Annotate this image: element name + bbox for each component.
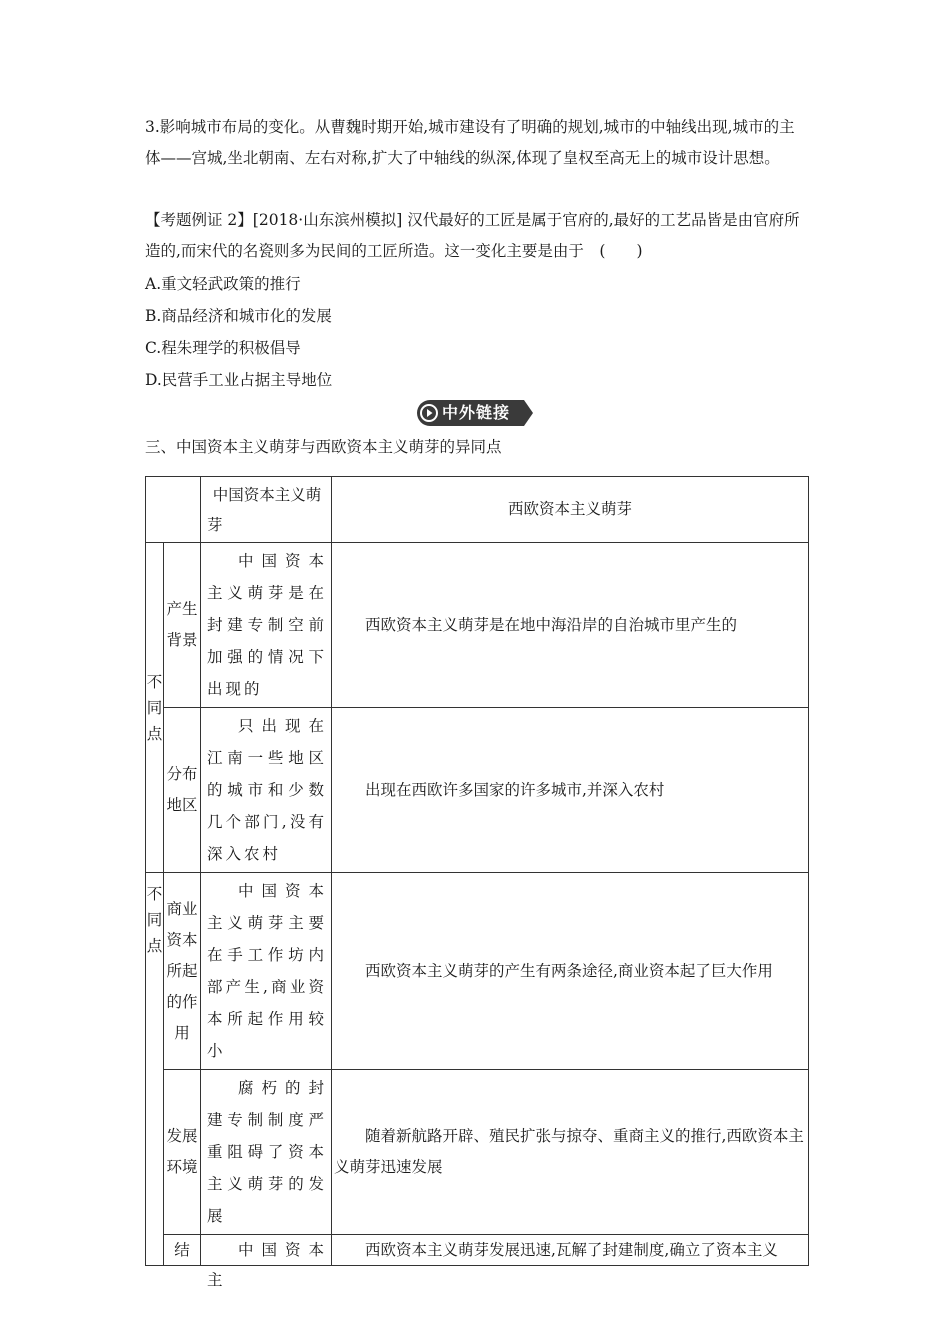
header-cn-cell [201,477,332,543]
table-row [146,873,809,1070]
aspect-label: 商业资本所起的作用 [166,899,198,1042]
aspect-label: 发展环境 [166,1127,198,1176]
eu-cell [332,1070,809,1235]
option-c: C.程朱理学的积极倡导 [145,339,301,357]
cn-text: 只出现在江南一些地区的城市和少数几个部门,没有深入农村 [207,717,327,863]
badge-label: 中外链接 [442,403,511,422]
eu-cell [332,543,809,708]
header-eu: 西欧资本主义萌芽 [507,500,632,518]
aspect-cell [164,543,201,708]
eu-text: 西欧资本主义萌芽发展迅速,瓦解了封建制度,确立了资本主义 [365,1241,778,1259]
cn-text: 中国资本主 [207,1241,327,1289]
eu-text: 出现在西欧许多国家的许多城市,并深入农村 [365,780,665,799]
aspect-label: 结 [174,1241,190,1259]
example-tag: 【考题例证 2】 [145,211,253,229]
aspect-cell [164,1070,201,1235]
example-question [145,205,810,267]
table-row [146,708,809,873]
aspect-cell [164,1235,201,1266]
section-badge [416,399,534,427]
cn-text: 中国资本主义萌芽是在封建专制空前加强的情况下出现的 [207,552,327,698]
cn-cell [201,1070,332,1235]
option-d: D.民营手工业占据主导地位 [145,371,333,389]
header-empty-cell [146,477,201,543]
group-label-cell [146,873,164,1266]
option-b: B.商品经济和城市化的发展 [145,307,332,325]
header-eu-cell [332,477,809,543]
aspect-label: 产生背景 [166,600,198,649]
table-row [146,1070,809,1235]
example-source: [2018·山东滨州模拟] [252,211,403,229]
cn-cell [201,1235,332,1289]
paragraph-city-layout: 3.影响城市布局的变化。从曹魏时期开始,城市建设有了明确的规划,城市的中轴线出现,城市的主体——宫城,坐北朝南、左右对称,扩大了中轴线的纵深,体现了皇权至高无上的城市设计思想。 [145,118,795,167]
eu-cell [332,1235,809,1266]
cn-cell [201,873,332,1070]
comparison-table [145,476,809,1289]
cn-cell [201,708,332,873]
table-header-row [146,477,809,543]
eu-cell [332,873,809,1070]
table-row [146,1235,809,1266]
cn-cell [201,543,332,708]
cn-text: 中国资本主义萌芽主要在手工作坊内部产生,商业资本所起作用较小 [207,882,327,1060]
cn-text: 腐朽的封建专制制度严重阻碍了资本主义萌芽的发展 [207,1079,327,1225]
table-row [146,543,809,708]
aspect-label: 分布地区 [166,765,198,814]
group-label: 不同点 [146,672,163,743]
eu-text: 西欧资本主义萌芽是在地中海沿岸的自治城市里产生的 [365,615,738,634]
eu-cell [332,708,809,873]
group-label: 不同点 [146,885,163,955]
eu-text: 西欧资本主义萌芽的产生有两条途径,商业资本起了巨大作用 [365,961,773,980]
header-cn: 中国资本主义萌芽 [207,485,322,534]
example-question-text: 汉代最好的工匠是属于官府的,最好的工艺品皆是由官府所造的,而宋代的名瓷则多为民间的工匠所造。这一变化主要是由于 ( ) [145,211,800,260]
group-label-cell [146,543,164,873]
aspect-cell [164,873,201,1070]
intro-paragraph [145,112,810,174]
aspect-cell [164,708,201,873]
option-a: A.重文轻武政策的推行 [145,275,301,293]
section3-title: 三、中国资本主义萌芽与西欧资本主义萌芽的异同点 [145,438,502,456]
eu-text: 随着新航路开辟、殖民扩张与掠夺、重商主义的推行,西欧资本主义萌芽迅速发展 [334,1127,804,1176]
